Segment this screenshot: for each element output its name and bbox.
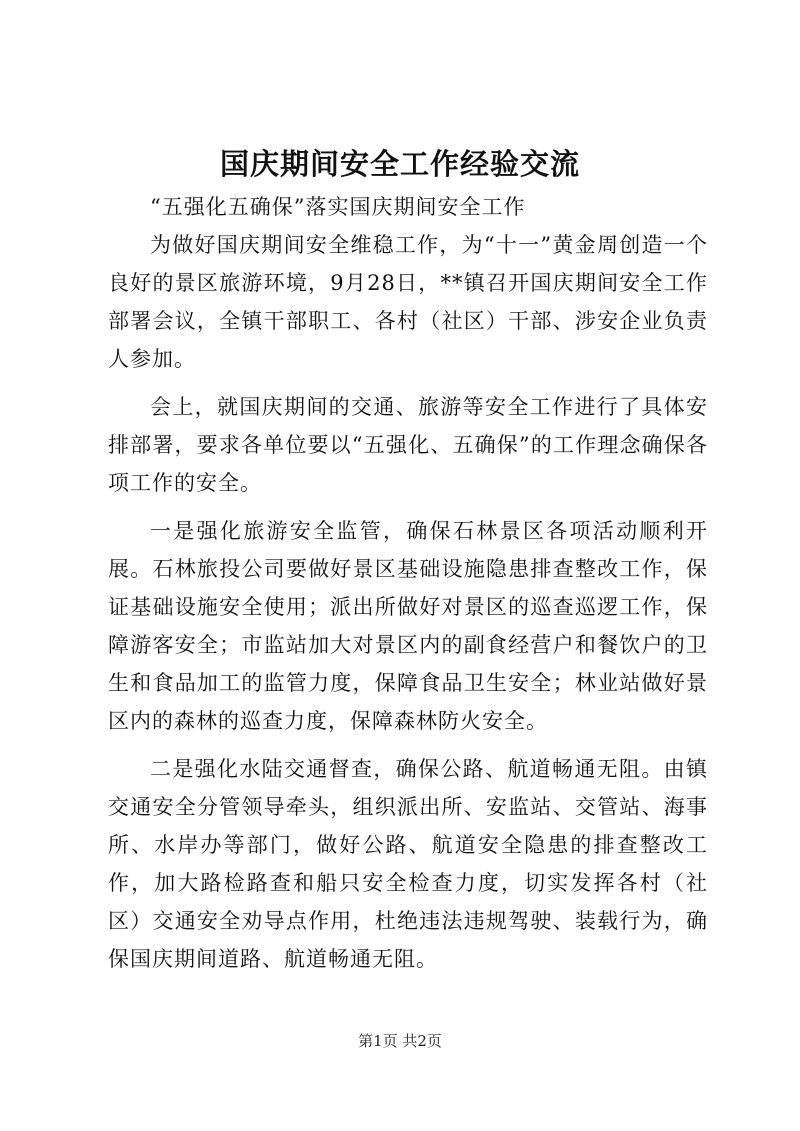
page-number: 第1页 共2页 bbox=[358, 1032, 442, 1050]
document-subtitle: “五强化五确保”落实国庆期间安全工作 bbox=[150, 195, 526, 219]
paragraph-traffic-safety: 二是强化水陆交通督查，确保公路、航道畅通无阻。由镇交通安全分管领导牵头，组织派出所、安监站、交管站、海事所、水岸办等部门，做好公路、航道安全隐患的排查整改工作，加大路检路查和船只安全检查力度，切实发挥各村（社区）交通安全劝导点作用，杜绝违法违规驾驶、装载行为，确保国庆期间道路、航道畅通无阻。 bbox=[108, 757, 708, 971]
paragraph-meeting: 会上，就国庆期间的交通、旅游等安全工作进行了具体安排部署，要求各单位要以“五强化、五确保”的工作理念确保各项工作的安全。 bbox=[108, 395, 708, 495]
paragraph-tourism-safety: 一是强化旅游安全监管，确保石林景区各项活动顺利开展。石林旅投公司要做好景区基础设施隐患排查整改工作，保证基础设施安全使用；派出所做好对景区的巡查巡逻工作，保障游客安全；市监站加大对景区内的副食经营户和餐饮户的卫生和食品加工的监管力度，保障食品卫生安全；林业站做好景区内的森林的巡查力度，保障森林防火安全。 bbox=[108, 519, 708, 733]
document-body bbox=[108, 188, 708, 978]
document-title: 国庆期间安全工作经验交流 bbox=[219, 147, 580, 181]
paragraph-intro: 为做好国庆期间安全维稳工作，为“十一”黄金周创造一个良好的景区旅游环境，9月28日，**镇召开国庆期间安全工作部署会议，全镇干部职工、各村（社区）干部、涉安企业负责人参加。 bbox=[108, 233, 708, 371]
